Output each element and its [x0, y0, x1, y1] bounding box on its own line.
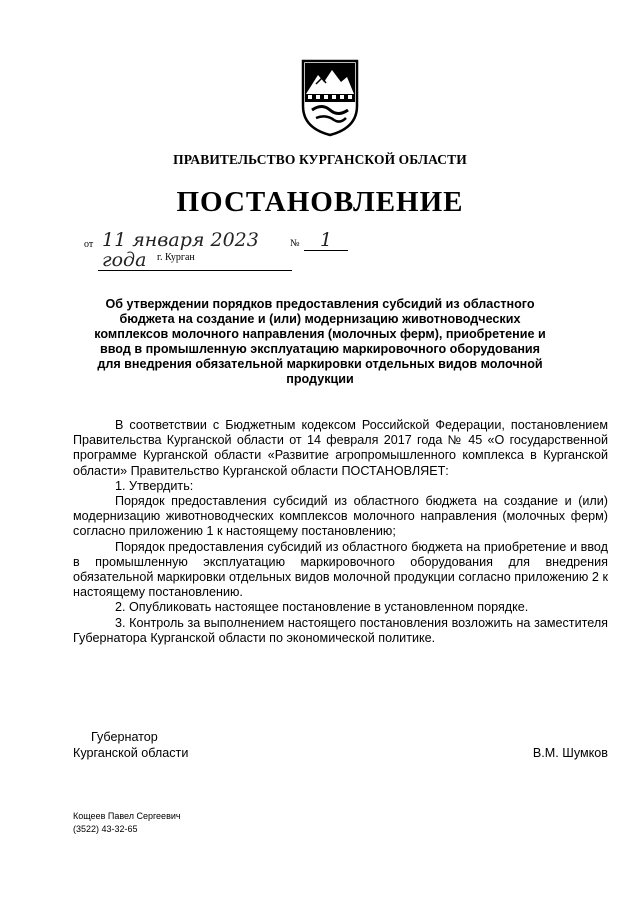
- number-prefix: №: [290, 238, 300, 249]
- document-type: ПОСТАНОВЛЕНИЕ: [176, 186, 464, 218]
- signatory-position-line1: Губернатор: [91, 730, 158, 744]
- document-body: [73, 418, 608, 646]
- coat-of-arms-icon: [300, 58, 360, 138]
- preamble-paragraph: В соответствии с Бюджетным кодексом Российской Федерации, постановлением Правительства Курганской области от 14 февраля 2017 года № 45 «О государственной программе Курганской области «Развитие агропромышленного комплекса в Курганской области» Правительство Курганской области ПОСТАНОВЛЯЕТ:: [73, 418, 608, 478]
- item-1a-paragraph: Порядок предоставления субсидий из областного бюджета на создание и (или) модернизацию животноводческих комплексов молочного направления (молочных ферм) согласно приложению 1 к настоящему постановлению;: [73, 494, 608, 539]
- handwritten-date: 11 января 2023 года: [98, 230, 292, 271]
- handwritten-number: 1: [304, 230, 348, 251]
- executor-name: Кощеев Павел Сергеевич: [73, 811, 181, 821]
- executor-info: [73, 810, 181, 836]
- signatory-name: В.М. Шумков: [532, 745, 608, 760]
- signatory-position-line2: Курганской области: [73, 745, 189, 760]
- item-1b-paragraph: Порядок предоставления субсидий из областного бюджета на приобретение и ввод в промышленную эксплуатацию маркировочного оборудования для внедрения обязательной маркировки отдельных видов молочной продукции согласно приложению 2 к настоящему постановлению.: [73, 539, 608, 600]
- date-prefix: от: [84, 239, 94, 250]
- item-1-paragraph: 1. Утвердить:: [115, 478, 194, 493]
- executor-phone: (3522) 43-32-65: [73, 824, 138, 834]
- document-title: Об утверждении порядков предоставления субсидий из областного бюджета на создание и (или) модернизацию животноводческих комплексов молочного направления (молочных ферм), приобретение и ввод в промышленную эксплуатацию маркировочного оборудования для внедрения обязательной маркировки отдельных видов молочной продукции: [94, 297, 546, 386]
- city: г. Курган: [157, 252, 195, 263]
- item-2-paragraph: 2. Опубликовать настоящее постановление в установленном порядке.: [115, 600, 529, 615]
- issuing-authority: ПРАВИТЕЛЬСТВО КУРГАНСКОЙ ОБЛАСТИ: [173, 152, 467, 167]
- item-3-paragraph: 3. Контроль за выполнением настоящего постановления возложить на заместителя Губернатора Курганской области по экономической политике.: [73, 615, 608, 645]
- signature-block: [73, 730, 608, 761]
